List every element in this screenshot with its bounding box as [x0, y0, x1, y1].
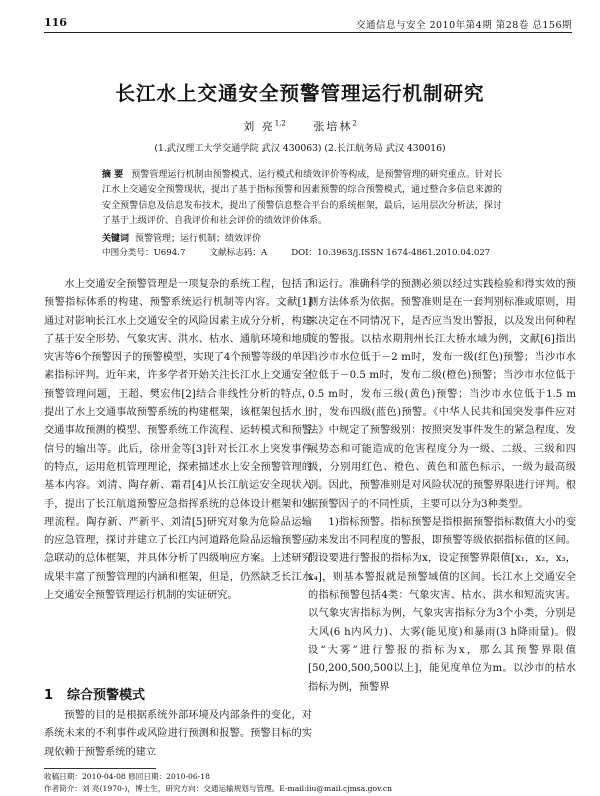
footnote-dates: 收稿日期：2010-04-08 修回日期：2010-06-18 — [44, 772, 210, 781]
clc-number: 中图分类号：U694.7 — [102, 248, 186, 258]
article-title: 长江水上交通安全预警管理运行机制研究 — [115, 82, 485, 105]
section-title: 综合预警模式 — [67, 688, 146, 703]
body-right-column — [308, 276, 576, 697]
body-left-column — [44, 276, 312, 605]
section-number: 1 — [44, 688, 54, 703]
body-paragraph: 1)指标预警。指标预警是指根据预警指标数值大小的变动来发出不同程度的警报，即预警等级依据指标值的区间。假设要进行警报的指标为x，设定预警界限值[x₁，x₂，x₃，x₄]，则基本警报就是预警域值的区间。长江水上交通安全的指标预警包括4类：气象灾害、枯水、洪水和短流灾害。以气象灾害指标为例，气象灾害指标分为3个小类，分别是大风(6 h内风力)、大雾(能见度)和暴雨(3 h降雨量)。假设“大雾”进行警报的指标为x，那么其预警界限值[50,200,500,500以上]，能见度单位为m。以沙市的枯水指标为例，预警界 — [308, 516, 576, 693]
doi: DOI：10.3963/j.ISSN 1674-4861.2010.04.027 — [291, 248, 491, 258]
body-left-column-after-section — [44, 707, 312, 762]
classification-line — [102, 246, 522, 258]
document-code: 文献标志码：A — [209, 248, 268, 258]
section-heading — [44, 684, 145, 703]
keywords-text: 预警管理；运行机制；绩效评价 — [135, 234, 262, 244]
keywords-label: 关键词 — [102, 234, 130, 244]
journal-info: 交通信息与安全 2010年第4期 第28卷 总156期 — [355, 20, 572, 31]
footnote-rule — [44, 768, 156, 769]
running-header — [44, 16, 572, 33]
abstract-text: 预警管理运行机制由预警模式、运行模式和绩效评价等构成，是预警管理的研究重点。针对长江水上交通安全预警现状，提出了基于指标预警和因素预警的综合预警模式，通过整合多信息来源的安全预警信息及信息发布技术，提出了预警信息整合平台的系统框架，最后，运用层次分析法，探讨了基于上级评价、自我评价和社会评价的绩效评价体系。 — [102, 170, 502, 227]
affiliation: (1.武汉理工大学交通学院 武汉 430063) (2.长江航务局 武汉 430016) — [154, 143, 446, 154]
author-name: 刘 亮 — [243, 120, 275, 133]
body-paragraph: 和运行。准确科学的预测必须以经过实践检验和得实效的预测方法体系为依据。预警准则是在一套判别标准或原则，用来决定在不同情况下，是否应当发出警报，以及发出何种程度的警报。以枯水期荆州长江大桥水域为例，文献[6]指出当沙市水位低于－2 m时，发布一级(红色)预警；当沙市水位低于－0.5 m时，发布二级(橙色)预警；当沙市水位低于0.5 m时，发布三级(黄色)预警；当沙市水位低于1.5 m时，发布四级(蓝色)预警。《中华人民共和国突发事件应对法》中规定了预警级别：按照突发事件发生的紧急程度、发展势态和可能造成的危害程度分为一级、二级、三级和四级，分别用红色、橙色、黄色和蓝色标示，一级为最高级别。因此，预警准则是对风险状况的预警界限进行评判。根据预警因子的不同性质，主要可以分为3种类型。 — [308, 279, 576, 510]
page-number: 116 — [44, 16, 67, 29]
body-paragraph: 预警的目的是根据系统外部环境及内部条件的变化，对系统未来的不利事件或风险进行预测和报警。预警目标的实现依赖于预警系统的建立 — [44, 710, 312, 758]
body-paragraph: 水上交通安全预警管理是一项复杂的系统工程，包括了预警指标体系的构建、预警系统运行机制等内容。文献[1]通过对影响长江水上交通安全的风险因素主成分分析，构建了基于安全形势、气象灾害、洪水、枯水、通航环境和地质灾害等6个预警因子的预警模型，实现了4个预警等级的单因素指标评判。近年来，许多学者开始关注长江水上交通安全预警管理问题，王超、樊宏伟[2]结合非线性分析的特点，提出了水上交通事故预警系统的构建框架，该框架包括水上交通事故预测的模型、预警系统工作流程、运转模式和预警信号的输出等。此后，徐卅金等[3]针对长江水上突发事件的特点，运用危机管理理论，探索描述水上安全预警管理的基本内容。刘清、陶存新、霜君[4]从长江航运安全现状入手，提出了长江航道预警应急指挥系统的总体设计框架和处理流程。陶存新、严新平、刘清[5]研究对象为危险品运输的应急管理，探讨并建立了长江内河道路危险品运输预警应急联动的总体框架，并具体分析了四级响应方案。上述研究成果丰富了预警管理的内涵和框架，但是，仍然缺乏长江水上交通安全预警管理运行机制的实证研究。 — [44, 279, 312, 602]
author-affil-mark: 2 — [352, 119, 357, 128]
keywords — [102, 231, 502, 244]
author-affil-mark: 1,2 — [274, 119, 286, 128]
footnote-author-bio: 作者简介：刘 亮(1970-)，博士生，研究方向：交通运输规划与管理。E-mail:liu@mail.cjmsa.gov.cn — [44, 784, 393, 793]
abstract-label: 摘 要 — [102, 170, 124, 180]
author-line — [0, 118, 600, 134]
abstract — [102, 168, 502, 230]
author-name: 张培林 — [313, 120, 353, 133]
